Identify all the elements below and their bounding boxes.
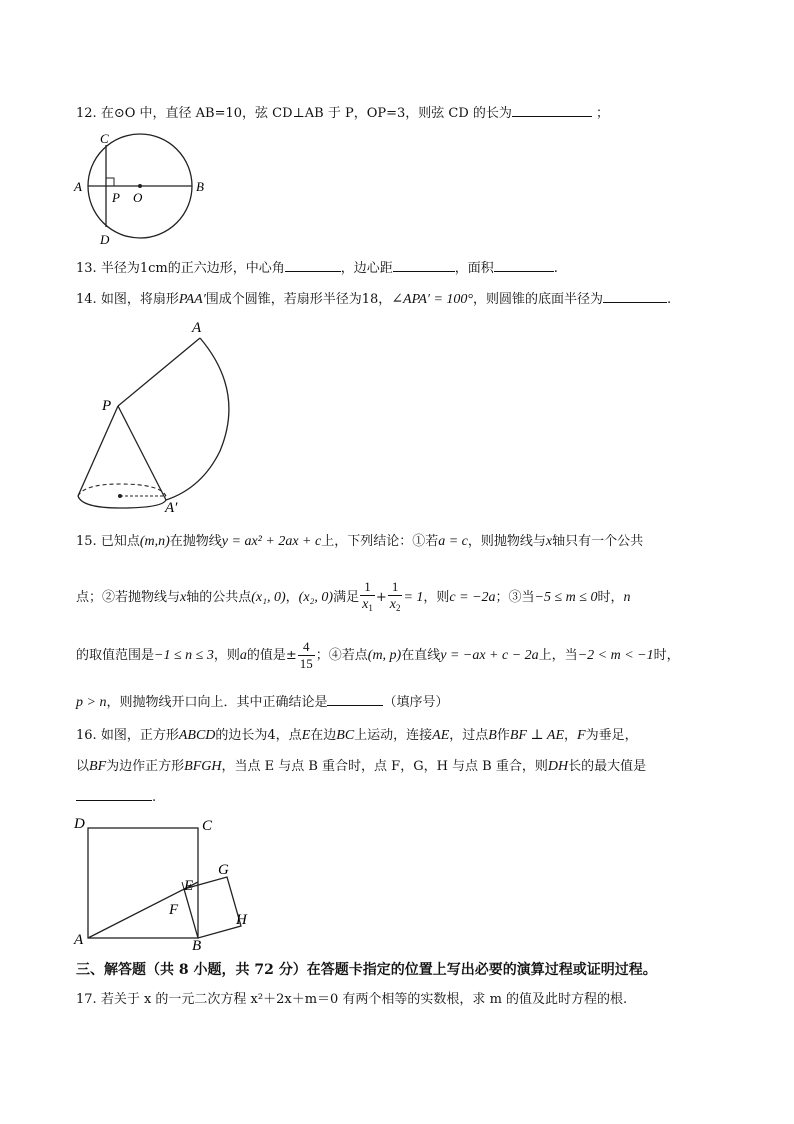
q13-text-4: . (553, 261, 558, 276)
q14-number: 14. (76, 292, 97, 307)
q15-text: ；③当 (495, 590, 535, 605)
q15-number: 15. (76, 534, 97, 549)
q12-label-b: B (196, 179, 204, 194)
q12-number: 12. (76, 106, 97, 121)
q16-b: B (488, 728, 497, 743)
q16-f: F (577, 728, 586, 743)
q13-blank-apothem (393, 259, 455, 272)
q15-text: ，则 (423, 590, 450, 605)
q15-point-x1: (x₁, 0) (251, 590, 286, 605)
q15-line-2: 点；②若抛物线与x轴的公共点(x₁, 0)，(x₂, 0)满足 $\frac{1}{x_1}$ + $\frac{1}{x_2}$ = 1，则c = −2a；③当−5 ≤ m ≤ 0时，n (76, 578, 630, 618)
q15-line-eq: y = −ax + c − 2a (440, 648, 539, 663)
q12-label-c: C (100, 131, 109, 146)
q16-label-g: G (218, 862, 229, 878)
q16-label-b: B (192, 938, 202, 954)
q15-x: x (180, 590, 187, 605)
q15-a-eq-c: a = c (438, 534, 468, 549)
q15-text: 在直线 (401, 648, 441, 663)
q14-text-3: ，则圆锥的底面半径为 (473, 292, 604, 307)
q12-circle-figure (72, 126, 212, 250)
section-3-heading: 三、解答题（共 8 小题，共 72 分）在答题卡指定的位置上写出必要的演算过程或证明过程。 (76, 962, 657, 978)
q15-a: a (239, 648, 247, 663)
q12-right-angle-mark (106, 178, 114, 186)
q15-text: ， (285, 590, 299, 605)
q15-x: x (545, 534, 553, 549)
q15-frac2-num: 1 (388, 579, 403, 596)
q16-text: 长的最大值是 (568, 759, 647, 774)
q12-text: 在⊙O 中，直径 AB=10，弦 CD⊥AB 于 P，OP=3，则弦 CD 的长为 (100, 106, 512, 121)
q15-text: 的取值范围是 (76, 648, 155, 663)
q13-number: 13. (76, 261, 97, 276)
q13-text-1: 半径为1cm的正六边形，中心角 (100, 261, 285, 276)
q16-bc: BC (336, 728, 355, 743)
q16-line-1 (76, 727, 638, 745)
q12-label-a: A (74, 179, 82, 194)
q16-text: ，过点 (449, 728, 489, 743)
q16-text: 上运动，连接 (354, 728, 433, 743)
q12-answer-blank (512, 104, 592, 117)
q16-e: E (301, 728, 311, 743)
q17-line (76, 991, 627, 1009)
q16-square-abcd: ABCD (178, 728, 216, 743)
q15-line-1 (76, 533, 643, 551)
q16-text: ，当点 E 与点 B 重合时，点 F，G，H 与点 B 重合，则 (221, 759, 548, 774)
q15-text: 轴只有一个公共 (552, 534, 644, 549)
q15-line-3 (76, 636, 680, 676)
q15-point-mn: (m,n) (139, 534, 170, 549)
q14-cone-left-edge (78, 406, 118, 496)
q12-label-p: P (112, 190, 120, 205)
q15-text: 点；②若抛物线与 (76, 590, 181, 605)
q14-label-a-prime: A′ (165, 500, 178, 516)
q15-range-m2: −2 < m < −1 (577, 648, 654, 663)
q14-angle: ∠APA′ = 100° (391, 292, 474, 307)
q16-line-3 (76, 788, 156, 807)
q15-eq1: = 1 (403, 590, 424, 605)
q15-text: 的值是± (246, 648, 297, 663)
q14-cone-right-edge (118, 406, 166, 500)
q16-label-e: E (184, 878, 194, 894)
q12-label-d: D (100, 232, 110, 247)
q16-dh: DH (547, 759, 569, 774)
q13-blank-area (494, 259, 554, 272)
q15-fraction-2 (388, 579, 403, 616)
q16-answer-blank (76, 788, 152, 801)
q14-sector-name: PAA′ (178, 292, 206, 307)
q15-frac1-x: x (362, 597, 369, 612)
q16-square-bfgh: BFGH (184, 759, 222, 774)
q17-number: 17. (76, 992, 97, 1007)
q16-label-d: D (74, 816, 85, 832)
q15-parabola: y = ax² + 2ax + c (221, 534, 322, 549)
q15-range-n: −1 ≤ n ≤ 3 (154, 648, 214, 663)
q15-text: 已知点 (100, 534, 140, 549)
q12-tail: ； (596, 106, 610, 121)
q15-c-eq: c = −2a (449, 590, 496, 605)
q12-center-dot (138, 184, 142, 188)
q14-sector-arc (166, 338, 229, 500)
q16-ae: AE (432, 728, 450, 743)
q14-text-1: 如图，将扇形 (100, 292, 179, 307)
q13-text-3: ，面积 (454, 261, 494, 276)
q13-blank-central-angle (285, 259, 341, 272)
q16-text: . (152, 790, 157, 805)
q14-radius-pa (118, 338, 200, 406)
q14-answer-blank (603, 290, 667, 303)
q16-number: 16. (76, 728, 97, 743)
q15-fraction-1 (360, 579, 375, 616)
q16-text: 为边作正方形 (106, 759, 185, 774)
q16-segment-ae (88, 882, 198, 938)
q16-label-f: F (169, 902, 179, 918)
q14-cone-figure (70, 316, 240, 522)
q14-base-center (118, 494, 122, 498)
q16-line-2 (76, 758, 646, 776)
q15-p-gt-n: p > n (76, 695, 107, 710)
q15-text: 时， (597, 590, 624, 605)
q15-frac2-den (388, 596, 403, 616)
q17-text: 若关于 x 的一元二次方程 x²＋2x＋m＝0 有两个相等的实数根，求 m 的值及此时方程的根. (100, 992, 628, 1007)
q14-text-4: . (667, 292, 672, 307)
q14-line (76, 290, 671, 309)
q14-text-2: 围成个圆锥，若扇形半径为18， (205, 292, 392, 307)
q15-text: ；④若点 (315, 648, 368, 663)
q16-bf: BF (89, 759, 107, 774)
q16-text: 以 (76, 759, 90, 774)
q14-label-a: A (192, 320, 202, 336)
q15-frac3-num: 4 (298, 639, 315, 656)
q15-n: n (623, 590, 631, 605)
q15-text: 上，当 (538, 648, 578, 663)
q15-point-mp: (m, p) (367, 648, 402, 663)
q15-text: ，则抛物线与 (467, 534, 546, 549)
q14-base-back (78, 484, 166, 496)
q15-frac1-den (360, 596, 375, 616)
q15-text: 在抛物线 (169, 534, 222, 549)
q15-fraction-3 (298, 639, 315, 672)
q16-label-c: C (202, 818, 213, 834)
q15-range-m: −5 ≤ m ≤ 0 (534, 590, 598, 605)
q15-text: 时， (653, 648, 680, 663)
q14-base-front (78, 496, 166, 508)
q15-text: （填序号） (383, 695, 449, 710)
q15-text: 上，下列结论：①若 (321, 534, 439, 549)
q16-square-figure (70, 812, 260, 954)
q16-label-h: H (236, 912, 247, 928)
q16-square-abcd-shape (88, 828, 198, 938)
q16-text: 为垂足， (585, 728, 638, 743)
q15-point-x2: (x₂, 0) (298, 590, 334, 605)
q16-text: 如图，正方形 (100, 728, 179, 743)
q13-text-2: ，边心距 (340, 261, 393, 276)
q15-frac2-sub: 2 (395, 603, 401, 613)
q16-perp: BF ⊥ AE (509, 728, 564, 743)
q15-frac1-sub: 1 (368, 603, 373, 613)
q13-line (76, 259, 558, 278)
q15-answer-blank (327, 693, 383, 706)
q16-text: 作 (496, 728, 510, 743)
q15-line-4 (76, 693, 448, 712)
q16-label-a: A (74, 932, 84, 948)
q16-text: 的边长为4，点 (215, 728, 302, 743)
q15-text: 满足 (333, 590, 360, 605)
q15-text: ，则抛物线开口向上．其中正确结论是 (106, 695, 328, 710)
q15-frac2-x: x (389, 597, 396, 612)
q15-frac1-num: 1 (360, 579, 375, 596)
q12-line (76, 104, 609, 123)
q16-text: 在边 (310, 728, 337, 743)
q16-text: ， (564, 728, 578, 743)
q15-text: 轴的公共点 (186, 590, 252, 605)
q12-label-o: O (133, 190, 143, 205)
q14-label-p: P (102, 398, 112, 414)
q15-text: ，则 (213, 648, 240, 663)
q15-frac3-den: 15 (299, 656, 313, 671)
